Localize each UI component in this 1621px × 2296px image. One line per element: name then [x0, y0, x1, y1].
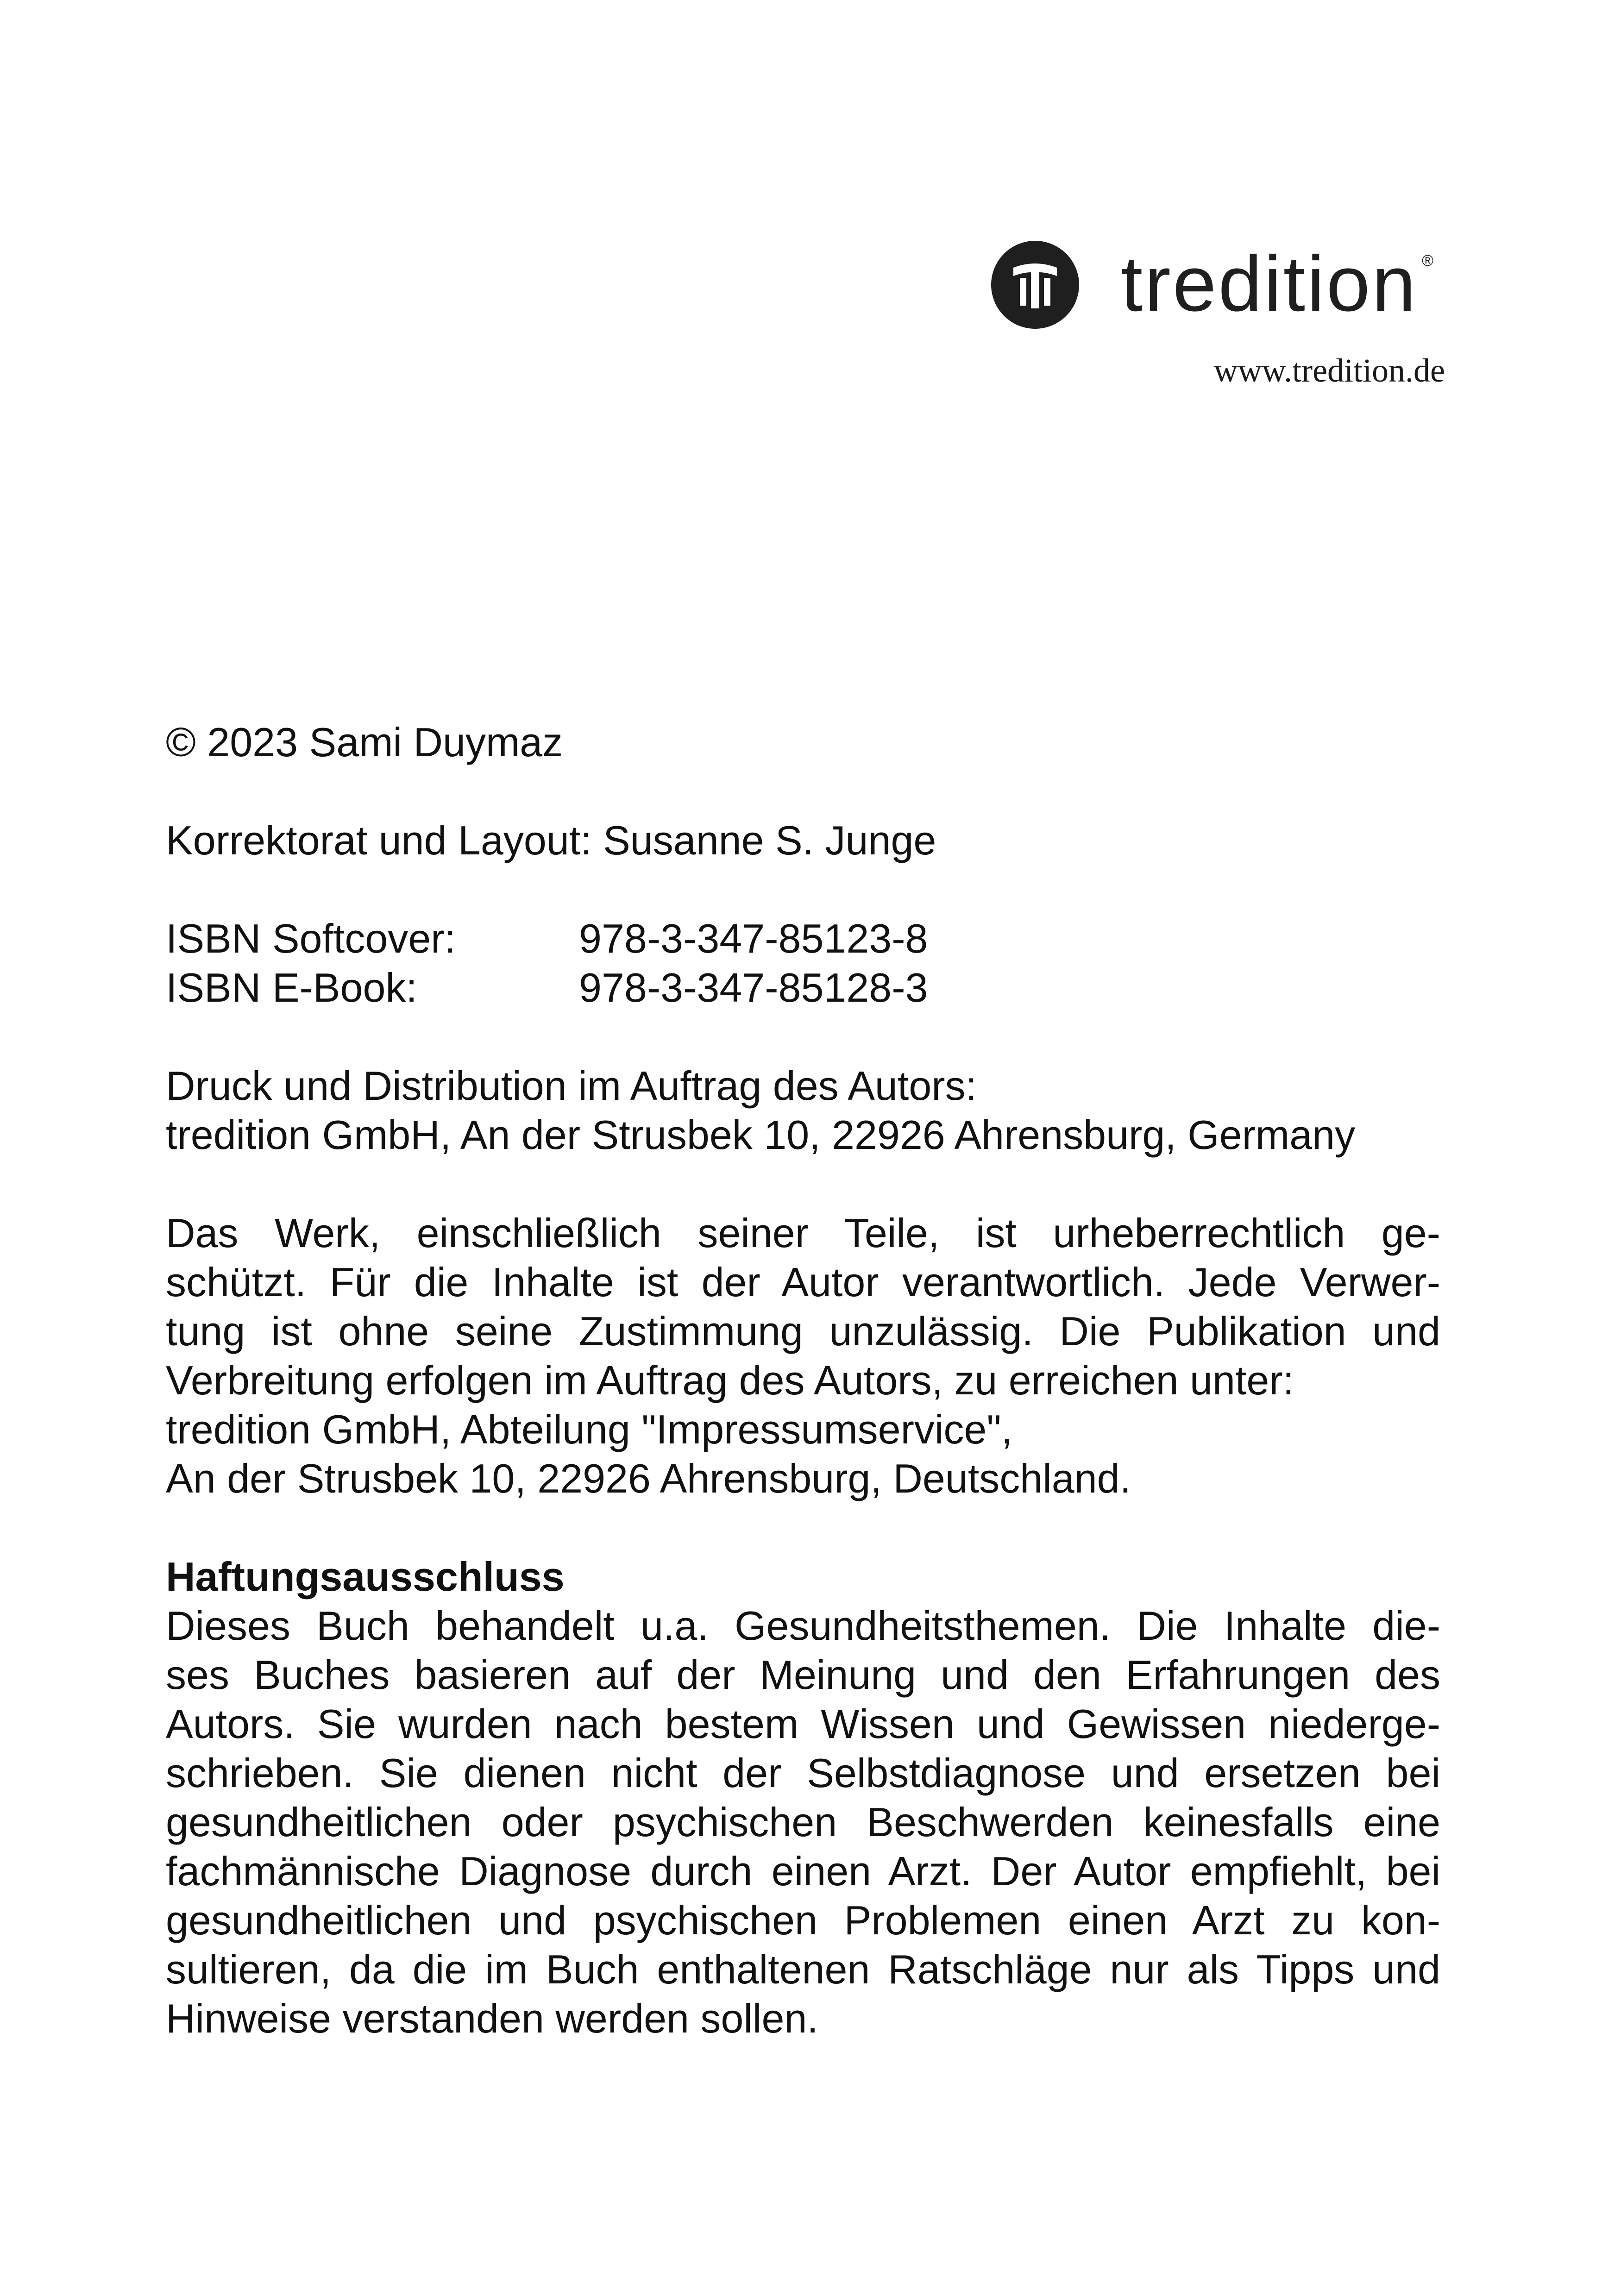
spacer [166, 865, 1440, 914]
spacer [166, 1503, 1440, 1552]
credits-line: Korrektorat und Layout: Susanne S. Junge [166, 817, 936, 863]
legal-line: tung ist ohne seine Zustimmung unzulässig. Die Publikation und [166, 1308, 1440, 1354]
disclaimer-line: fachmännische Diagnose durch einen Arzt. Der Autor empfiehlt, bei [166, 1848, 1440, 1894]
distribution-line-1: Druck und Distribution im Auftrag des Autors: [166, 1063, 977, 1109]
isbn-label: ISBN Softcover: [166, 916, 456, 961]
disclaimer-line: gesundheitlichen und psychischen Problemen einen Arzt zu kon- [166, 1897, 1440, 1943]
disclaimer-line: schrieben. Sie dienen nicht der Selbstdiagnose und ersetzen bei [166, 1750, 1440, 1796]
publisher-url[interactable]: www.tredition.de [1213, 352, 1445, 389]
copyright-line: © 2023 Sami Duymaz [166, 719, 563, 765]
imprint-content [166, 718, 1440, 2043]
spacer [166, 767, 1440, 816]
disclaimer-line: Dieses Buch behandelt u.a. Gesundheitsthemen. Die Inhalte die- [166, 1603, 1440, 1649]
legal-line: Das Werk, einschließlich seiner Teile, ist urheberrechtlich ge- [166, 1210, 1440, 1256]
isbn-softcover-row [166, 914, 1440, 963]
legal-line: Verbreitung erfolgen im Auftrag des Autors, zu erreichen unter: [166, 1357, 1294, 1403]
disclaimer-line: Hinweise verstanden werden sollen. [166, 1995, 818, 2041]
isbn-value: 978-3-347-85123-8 [579, 916, 928, 961]
legal-line: tredition GmbH, Abteilung "Impressumservice", [166, 1406, 1013, 1452]
spacer [166, 1160, 1440, 1209]
registered-mark: ® [1422, 252, 1434, 270]
isbn-value: 978-3-347-85128-3 [579, 965, 928, 1010]
legal-paragraph [166, 1209, 1440, 1503]
tredition-logo-icon [991, 241, 1079, 329]
publisher-logo [991, 241, 1445, 333]
logo-wordmark: tredition [1121, 240, 1418, 328]
disclaimer-line: Autors. Sie wurden nach bestem Wissen und Gewissen niederge- [166, 1701, 1440, 1747]
disclaimer-heading: Haftungsausschluss [166, 1554, 565, 1600]
disclaimer-line: gesundheitlichen oder psychischen Beschwerden keinesfalls eine [166, 1799, 1440, 1845]
legal-line: schützt. Für die Inhalte ist der Autor verantwortlich. Jede Verwer- [166, 1259, 1440, 1305]
isbn-label: ISBN E-Book: [166, 965, 417, 1010]
spacer [166, 1012, 1440, 1061]
disclaimer-line: sultieren, da die im Buch enthaltenen Ratschläge nur als Tipps und [166, 1946, 1440, 1992]
legal-line: An der Strusbek 10, 22926 Ahrensburg, Deutschland. [166, 1455, 1131, 1501]
disclaimer-line: ses Buches basieren auf der Meinung und den Erfahrungen des [166, 1652, 1440, 1698]
distribution-line-2: tredition GmbH, An der Strusbek 10, 22926 Ahrensburg, Germany [166, 1112, 1356, 1158]
disclaimer-paragraph [166, 1601, 1440, 2043]
isbn-ebook-row [166, 963, 1440, 1012]
